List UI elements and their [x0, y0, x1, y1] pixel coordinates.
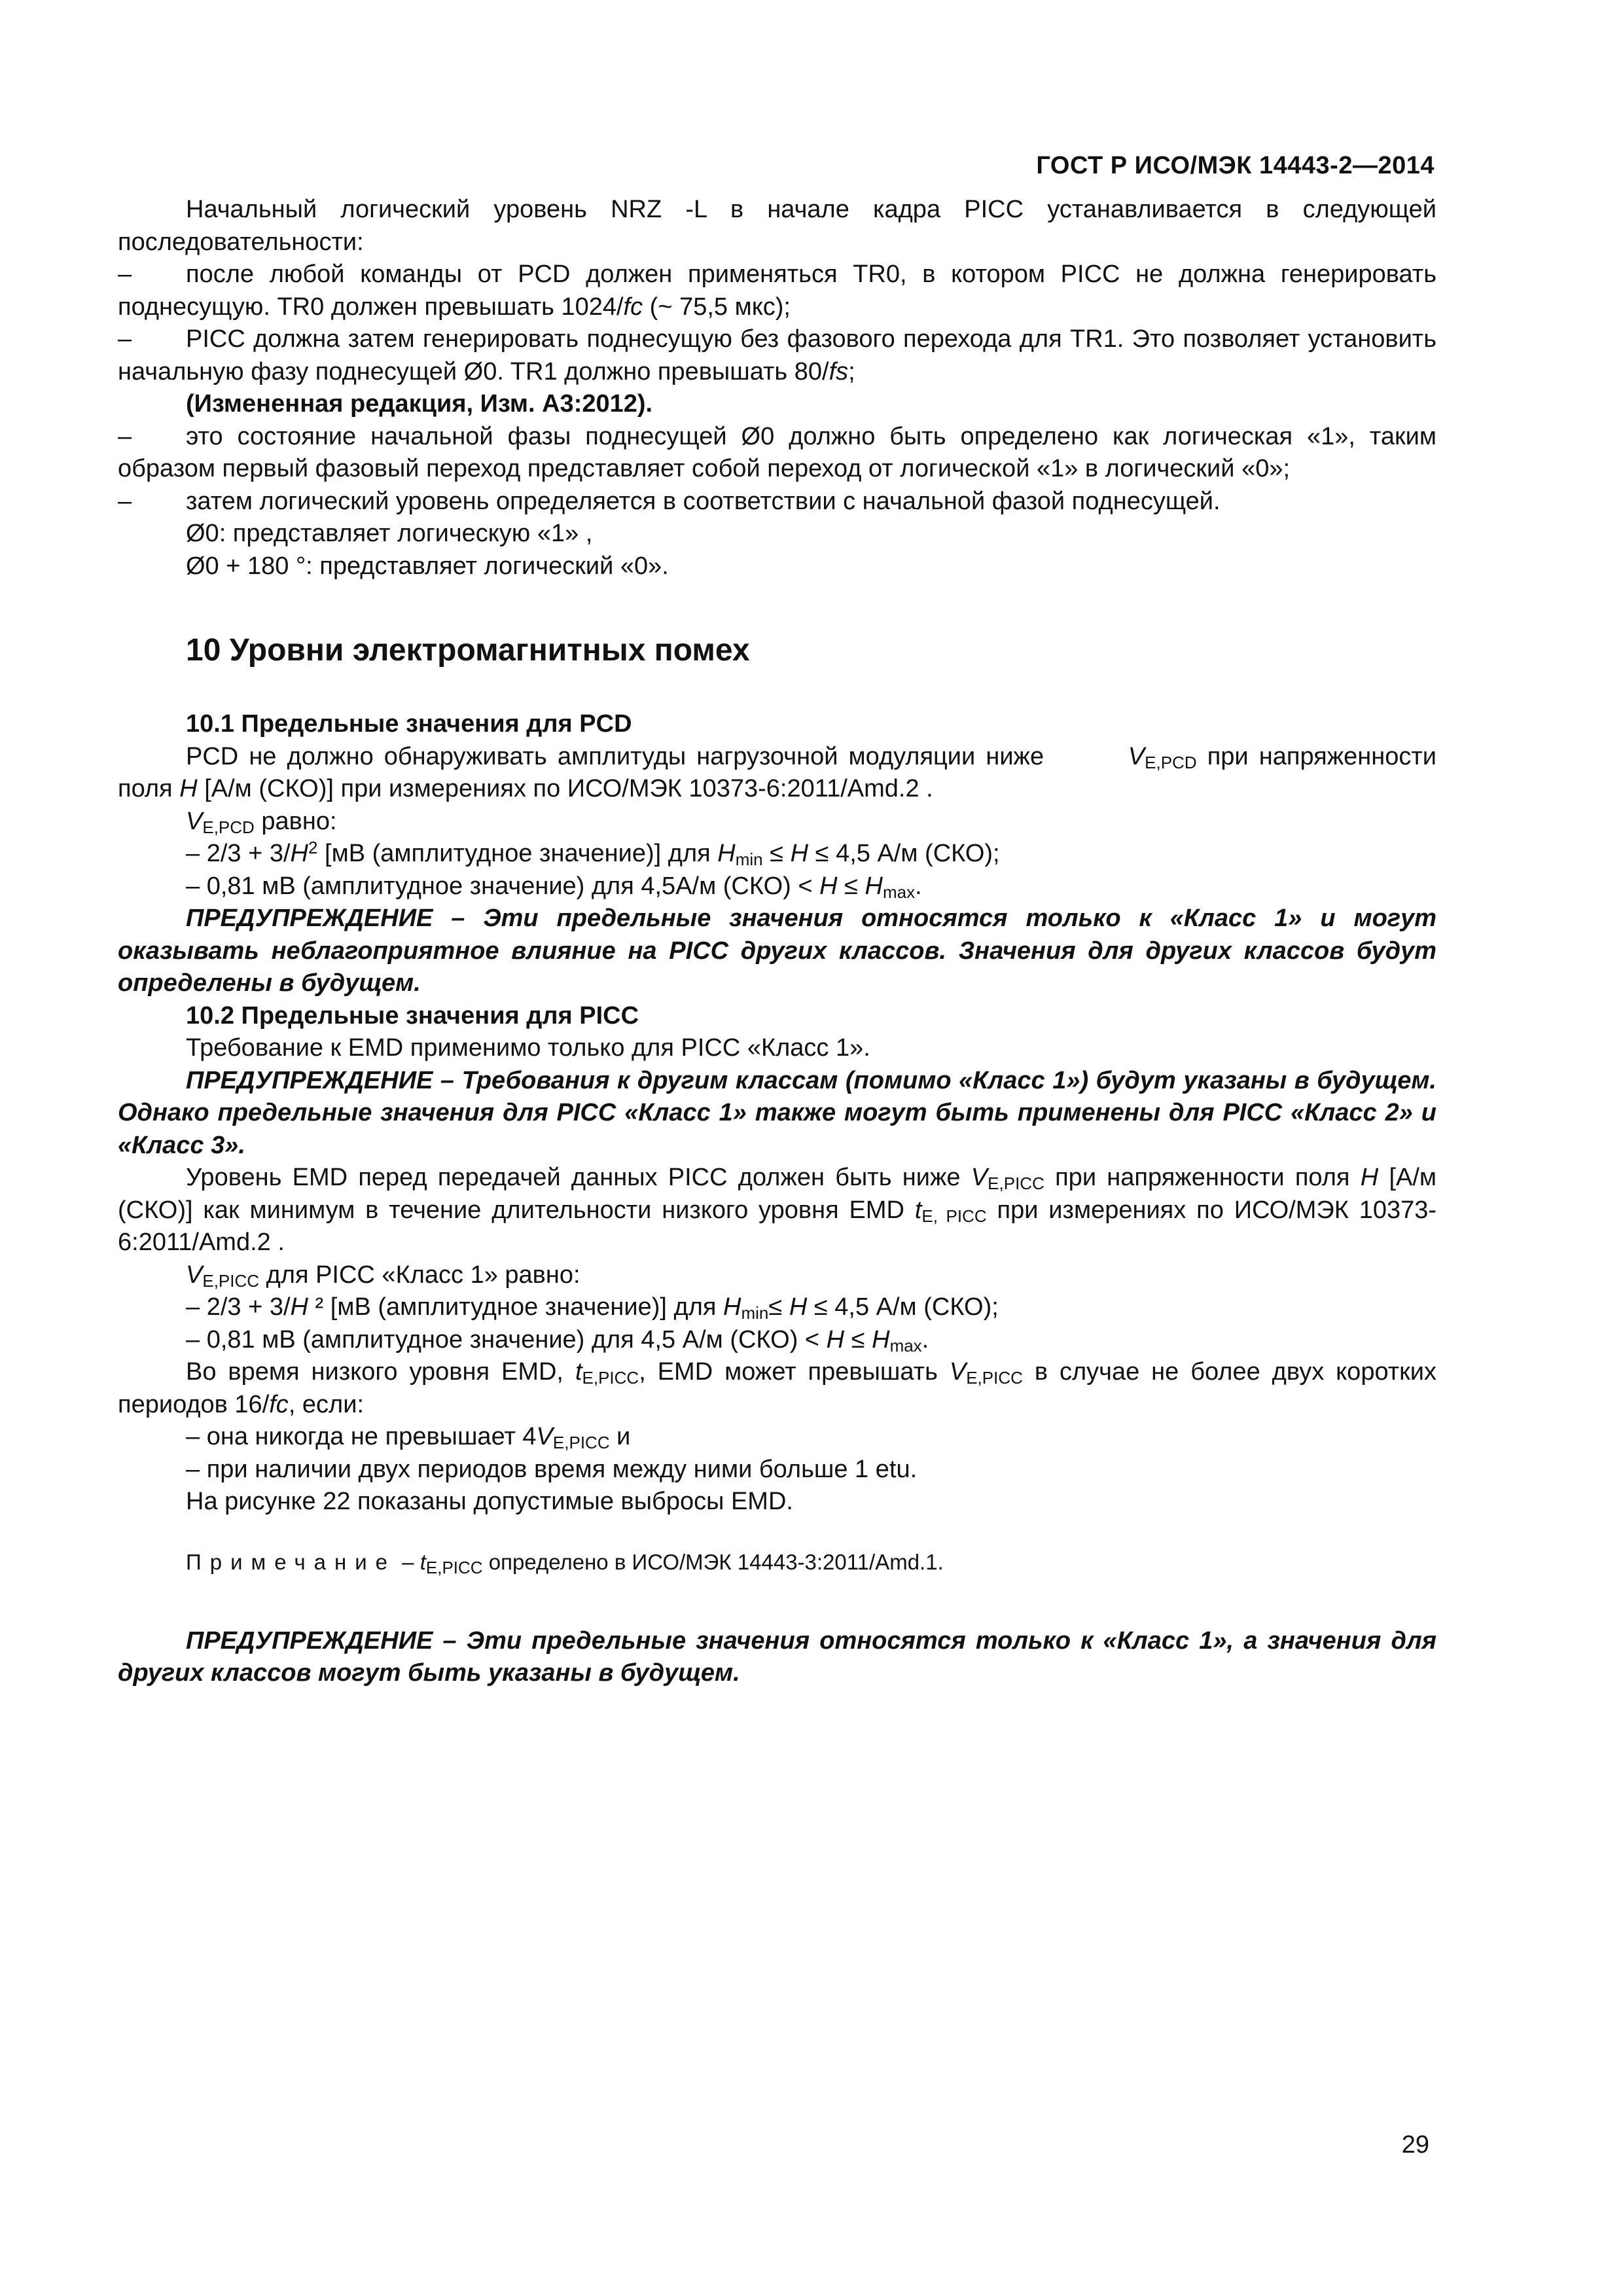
figure-reference: На рисунке 22 показаны допустимые выбросы EMD.	[186, 1488, 793, 1515]
warning-paragraph: ПРЕДУПРЕЖДЕНИЕ – Эти предельные значения относятся только к «Класс 1» и могут оказывать неблагоприятное влияние на PICC других классов. Значения для других классов будут определены в будущем.	[118, 905, 1436, 997]
picc-value-intro: $V_{E,PICC}$ для PICC «Класс 1» равно:	[186, 1261, 580, 1291]
list-item: – это состояние начальной фазы поднесущей Ø0 должно быть определено как логическая «1», таким образом первый фазовый переход представляет собой переход от логической «1» в логический «0»;	[118, 422, 1436, 482]
standard-header: ГОСТ Р ИСО/МЭК 14443-2—2014	[1036, 152, 1435, 179]
picc-requirement-paragraph: Требование к EMD применимо только для PICC «Класс 1».	[186, 1034, 870, 1062]
list-item: – затем логический уровень определяется в соответствии с начальной фазой поднесущей.	[118, 487, 1221, 515]
section-heading: 10 Уровни электромагнитных помех	[186, 633, 750, 668]
warning-paragraph: ПРЕДУПРЕЖДЕНИЕ – Требования к другим классам (помимо «Класс 1») будут указаны в будущем. Однако предельные значения для PICC «Класс 1» также могут быть применены для PICC «Класс 2» и «Класс 3».	[118, 1066, 1436, 1159]
note: Примечание – $t_{E,PICC}$ определено в ИСО/МЭК 14443-3:2011/Amd.1.	[186, 1549, 944, 1577]
subsection-heading: 10.1 Предельные значения для PCD	[186, 710, 632, 738]
note-label: Примечание	[186, 1549, 397, 1574]
pcd-limit-line: – 0,81 мВ (амплитудное значение) для 4,5А/м $(СКО) < H \le H_{max}$.	[186, 872, 922, 902]
picc-limit-line: – 2/3 + 3/H ² [мВ (амплитудное значение)] для $H_{min}\le H \le 4,5$ А/м (СКО);	[186, 1293, 999, 1323]
pcd-requirement-paragraph: PCD не должно обнаруживать амплитуды нагрузочной модуляции ниже $V_{E,PCD}$ при напряженности поля H [А/м (СКО)] при измерениях по ИСО/МЭК 10373-6:2011/Amd.2 .	[118, 742, 1437, 802]
page-number: 29	[1401, 2131, 1429, 2159]
emd-low-level-paragraph: Во время низкого уровня EMD, $t_{E,PICC}$, EMD может превышать $V_{E,PICC}$ в случае не более двух коротких периодов 16/fc, если:	[118, 1358, 1437, 1418]
subsection-heading: 10.2 Предельные значения для PICC	[186, 1001, 639, 1030]
condition-line: – она никогда не превышает $4V_{E,PICC}$ и	[186, 1423, 631, 1452]
list-item: – после любой команды от PCD должен применяться TR0, в котором PICC не должна генерировать поднесущую. TR0 должен превышать 1024/fc (~ 75,5 мкс);	[118, 260, 1436, 321]
page-content	[118, 194, 1436, 1690]
intro-paragraph: Начальный логический уровень NRZ -L в начале кадра PICC устанавливается в следующей последовательности:	[118, 196, 1436, 256]
phase-zero-line: Ø0: представляет логическую «1» ,	[186, 520, 593, 547]
picc-limit-line: – 0,81 мВ (амплитудное значение) для 4,5 А/м $(СКО) < H \le H_{max}$.	[186, 1325, 929, 1355]
warning-paragraph: ПРЕДУПРЕЖДЕНИЕ – Эти предельные значения относятся только к «Класс 1», а значения для других классов могут быть указаны в будущем.	[118, 1626, 1436, 1687]
phase-180-line: Ø0 + 180 °: представляет логический «0».	[186, 552, 669, 580]
amendment-note: (Измененная редакция, Изм. А3:2012).	[186, 390, 653, 418]
pcd-value-intro: $V_{E,PCD}$ равно:	[186, 807, 337, 837]
list-item: – PICC должна затем генерировать поднесущую без фазового перехода для TR1. Это позволяет установить начальную фазу поднесущей Ø0. TR1 должно превышать 80/fs;	[118, 325, 1436, 386]
condition-line: – при наличии двух периодов время между ними больше 1 etu.	[186, 1455, 918, 1483]
picc-emd-paragraph: Уровень EMD перед передачей данных PICC должен быть ниже $V_{E,PICC}$ при напряженности поля H [А/м (СКО)] как минимум в течение длительности низкого уровня EMD $t_{E, PICC}$ при измерениях по ИСО/МЭК 10373-6:2011/Amd.2 .	[118, 1164, 1437, 1256]
pcd-limit-line: – $2/3 + 3/H^2$ [мВ (амплитудное значение)] для $H_{min} \le H \le 4,5$ А/м (СКО);	[186, 838, 1000, 869]
